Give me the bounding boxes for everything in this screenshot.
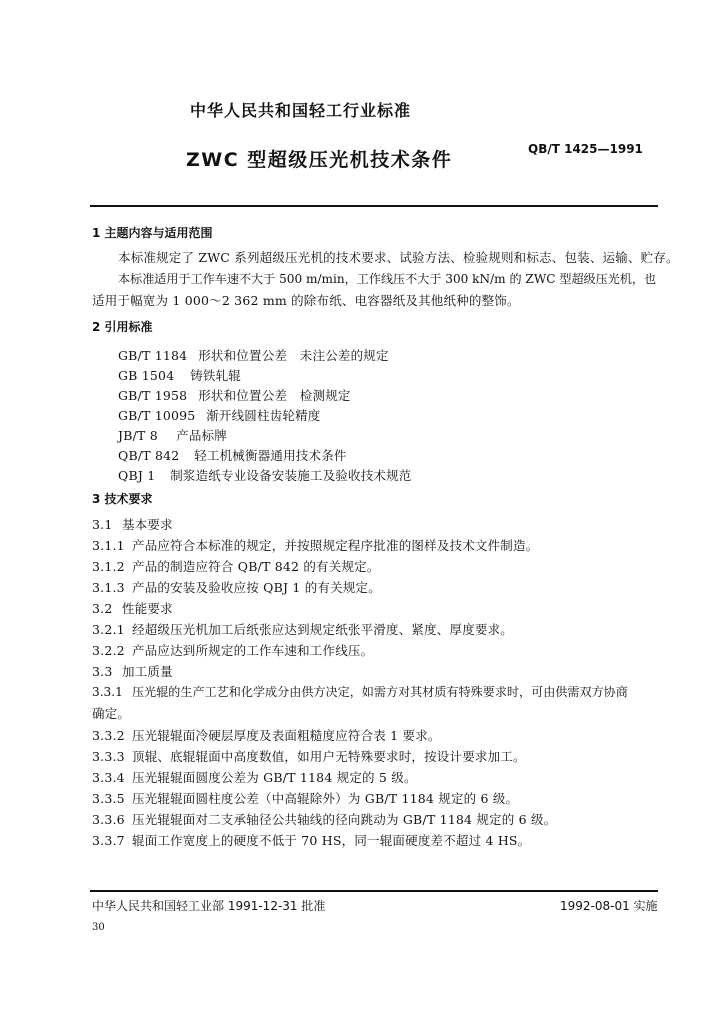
section-1-heading: 1 主题内容与适用范围	[92, 226, 213, 240]
clause	[92, 599, 173, 617]
section-1-paragraph-1: 本标准规定了 ZWC 系列超级压光机的技术要求、试验方法、检验规则和标志、包装、运输、贮存。	[118, 250, 679, 265]
clause-text: 性能要求	[122, 601, 173, 616]
reference-title: 铸铁轧辊	[190, 368, 241, 383]
issuing-agency: 中华人民共和国轻工行业标准	[190, 101, 412, 120]
clause-number: 3.1.1	[92, 538, 125, 553]
reference-title: 渐开线圆柱齿轮精度	[206, 408, 321, 423]
clause-text: 产品应符合本标准的规定，并按照规定程序批准的图样及技术文件制造。	[132, 538, 539, 553]
clause-number: 3.1.2	[92, 559, 125, 574]
clause-number: 3.3.3	[92, 749, 125, 764]
clause-number: 3.3.6	[92, 812, 125, 827]
reference-item	[118, 466, 412, 484]
standard-code: QB/T 1425—1991	[528, 142, 643, 156]
clause-text: 辊面工作宽度上的硬度不低于 70 HS，同一辊面硬度差不超过 4 HS。	[132, 833, 531, 848]
section-2-heading: 2 引用标准	[92, 320, 153, 334]
reference-title: 轻工机械衡器通用技术条件	[194, 448, 347, 463]
clause-number: 3.3.5	[92, 791, 125, 806]
clause	[92, 641, 373, 659]
clause-text: 基本要求	[122, 517, 173, 532]
clause	[92, 536, 538, 554]
clause-number: 3.1	[92, 517, 113, 532]
reference-title: 制浆造纸专业设备安装施工及验收技术规范	[170, 468, 412, 483]
document-title: ZWC 型超级压光机技术条件	[186, 149, 453, 171]
clause	[92, 810, 556, 828]
reference-code: JB/T 8	[118, 428, 158, 443]
clause-text: 产品应达到所规定的工作车速和工作线压。	[132, 643, 374, 658]
clause	[92, 683, 628, 700]
clause-number: 3.3.1	[92, 685, 123, 699]
reference-code: GB/T 1958	[118, 388, 188, 403]
clause-number: 3.3	[92, 664, 113, 679]
section-1-paragraph-2-cont: 适用于幅宽为 1 000～2 362 mm 的除布纸、电容器纸及其他纸种的整饰。	[92, 293, 520, 308]
clause	[92, 578, 381, 596]
clause-text: 压光辊辊面圆柱度公差（中高辊除外）为 GB/T 1184 规定的 6 级。	[132, 791, 519, 806]
clause-text: 压光辊的生产工艺和化学成分由供方决定，如需方对其材质有特殊要求时，可由供需双方协商	[132, 685, 628, 699]
reference-title: 形状和位置公差 未注公差的规定	[198, 348, 389, 363]
reference-item	[118, 346, 389, 364]
clause-number: 3.2.2	[92, 643, 125, 658]
clause-text: 压光辊辊面对二支承轴径公共轴线的径向跳动为 GB/T 1184 规定的 6 级。	[132, 812, 557, 827]
clause-number: 3.3.2	[92, 728, 125, 743]
section-3-heading: 3 技术要求	[92, 492, 153, 506]
clause-text: 压光辊辊面圆度公差为 GB/T 1184 规定的 5 级。	[132, 770, 417, 785]
reference-code: GB 1504	[118, 368, 175, 383]
clause-text: 确定。	[92, 706, 131, 721]
reference-item	[118, 386, 351, 404]
reference-item	[118, 366, 241, 384]
clause-number: 3.1.3	[92, 580, 125, 595]
clause-number: 3.2	[92, 601, 113, 616]
clause-text: 顶辊、底辊辊面中高度数值，如用户无特殊要求时，按设计要求加工。	[132, 749, 526, 764]
clause	[92, 515, 173, 533]
clause-number: 3.3.7	[92, 833, 125, 848]
header-rule	[90, 205, 658, 207]
reference-code: GB/T 1184	[118, 348, 188, 363]
clause-text: 压光辊辊面冷硬层厚度及表面粗糙度应符合表 1 要求。	[132, 728, 441, 743]
clause-text: 加工质量	[122, 664, 173, 679]
clause	[92, 557, 380, 575]
clause	[92, 662, 173, 680]
reference-code: QBJ 1	[118, 468, 156, 483]
clause-text: 产品的制造应符合 QB/T 842 的有关规定。	[132, 559, 380, 574]
reference-item	[118, 426, 227, 444]
clause-continuation	[92, 704, 130, 722]
approval-line: 中华人民共和国轻工业部 1991-12-31 批准	[92, 899, 326, 913]
reference-code: QB/T 842	[118, 448, 180, 463]
section-1-paragraph-2: 本标准适用于工作车速不大于 500 m/min，工作线压不大于 300 kN/m 的 ZWC 型超级压光机，也	[118, 272, 657, 286]
clause	[92, 620, 513, 638]
clause-number: 3.3.4	[92, 770, 125, 785]
implementation-date: 1992-08-01 实施	[560, 899, 658, 913]
reference-item	[118, 406, 321, 424]
reference-title: 形状和位置公差 检测规定	[198, 388, 351, 403]
reference-code: GB/T 10095	[118, 408, 196, 423]
clause	[92, 831, 530, 849]
page-number: 30	[92, 922, 105, 933]
clause-text: 产品的安装及验收应按 QBJ 1 的有关规定。	[132, 580, 381, 595]
clause	[92, 768, 417, 786]
reference-item	[118, 446, 347, 464]
clause-text: 经超级压光机加工后纸张应达到规定纸张平滑度、紧度、厚度要求。	[132, 622, 514, 637]
footer-rule	[90, 890, 658, 892]
clause	[92, 789, 518, 807]
clause-number: 3.2.1	[92, 622, 125, 637]
clause	[92, 726, 441, 744]
clause	[92, 747, 526, 765]
reference-title: 产品标牌	[176, 428, 227, 443]
